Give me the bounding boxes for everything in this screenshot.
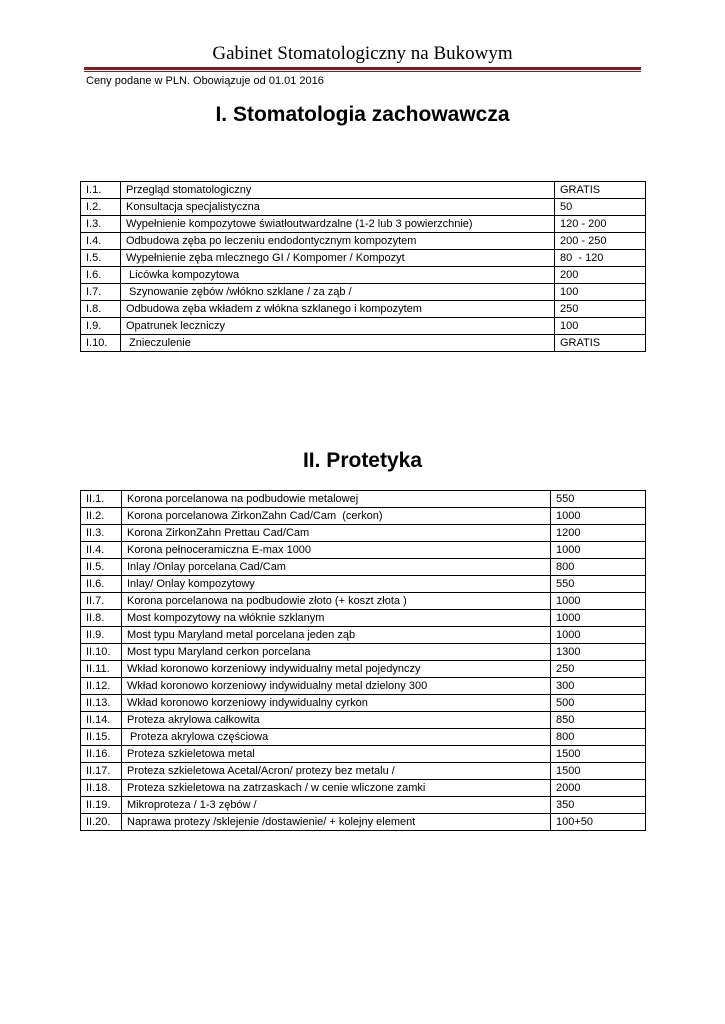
service-name: Szynowanie zębów /włókno szklane / za ząb / bbox=[121, 284, 555, 301]
service-code: II.16. bbox=[81, 746, 122, 763]
document-title: Gabinet Stomatologiczny na Bukowym bbox=[212, 43, 513, 64]
table-row bbox=[81, 508, 646, 525]
service-name: Most typu Maryland metal porcelana jeden ząb bbox=[122, 627, 551, 644]
table-row bbox=[81, 216, 646, 233]
table-row bbox=[81, 763, 646, 780]
service-code: I.7. bbox=[81, 284, 121, 301]
service-price: 100 bbox=[555, 318, 646, 335]
service-price: 500 bbox=[551, 695, 646, 712]
service-price: 1300 bbox=[551, 644, 646, 661]
service-name: Wkład koronowo korzeniowy indywidualny metal pojedynczy bbox=[122, 661, 551, 678]
service-name: Opatrunek leczniczy bbox=[121, 318, 555, 335]
service-code: II.14. bbox=[81, 712, 122, 729]
table-row bbox=[81, 233, 646, 250]
service-code: II.5. bbox=[81, 559, 122, 576]
table-row bbox=[81, 678, 646, 695]
service-price: GRATIS bbox=[555, 182, 646, 199]
service-name: Licówka kompozytowa bbox=[121, 267, 555, 284]
service-price: 200 - 250 bbox=[555, 233, 646, 250]
service-price: 550 bbox=[551, 491, 646, 508]
table-row bbox=[81, 593, 646, 610]
service-price: 250 bbox=[551, 661, 646, 678]
service-code: II.13. bbox=[81, 695, 122, 712]
service-price: 100 bbox=[555, 284, 646, 301]
table-row bbox=[81, 525, 646, 542]
service-name: Znieczulenie bbox=[121, 335, 555, 352]
service-code: I.1. bbox=[81, 182, 121, 199]
service-code: II.15. bbox=[81, 729, 122, 746]
service-name: Wkład koronowo korzeniowy indywidualny metal dzielony 300 bbox=[122, 678, 551, 695]
service-price: 2000 bbox=[551, 780, 646, 797]
service-price: 100+50 bbox=[551, 814, 646, 831]
service-name: Inlay/ Onlay kompozytowy bbox=[122, 576, 551, 593]
table-row bbox=[81, 695, 646, 712]
service-price: 120 - 200 bbox=[555, 216, 646, 233]
service-price: 1000 bbox=[551, 593, 646, 610]
service-code: II.1. bbox=[81, 491, 122, 508]
service-name: Proteza szkieletowa metal bbox=[122, 746, 551, 763]
service-price: 550 bbox=[551, 576, 646, 593]
table-row bbox=[81, 199, 646, 216]
service-name: Wypełnienie zęba mlecznego GI / Kompomer / Kompozyt bbox=[121, 250, 555, 267]
table-row bbox=[81, 661, 646, 678]
table-row bbox=[81, 797, 646, 814]
service-name: Korona porcelanowa na podbudowie złoto (+ koszt złota ) bbox=[122, 593, 551, 610]
service-code: II.18. bbox=[81, 780, 122, 797]
service-name: Wkład koronowo korzeniowy indywidualny cyrkon bbox=[122, 695, 551, 712]
section-title-zachowawcza: I. Stomatologia zachowawcza bbox=[215, 103, 510, 126]
table-row bbox=[81, 746, 646, 763]
service-code: II.19. bbox=[81, 797, 122, 814]
price-table-protetyka bbox=[80, 490, 646, 831]
service-name: Korona porcelanowa na podbudowie metalowej bbox=[122, 491, 551, 508]
service-price: 1000 bbox=[551, 610, 646, 627]
service-name: Przegląd stomatologiczny bbox=[121, 182, 555, 199]
service-code: II.2. bbox=[81, 508, 122, 525]
price-table-zachowawcza bbox=[80, 181, 646, 352]
service-name: Wypełnienie kompozytowe światłoutwardzalne (1-2 lub 3 powierzchnie) bbox=[121, 216, 555, 233]
service-code: I.6. bbox=[81, 267, 121, 284]
service-code: I.8. bbox=[81, 301, 121, 318]
header-rule-thin bbox=[84, 71, 641, 72]
service-code: I.9. bbox=[81, 318, 121, 335]
service-price: 300 bbox=[551, 678, 646, 695]
service-name: Korona ZirkonZahn Prettau Cad/Cam bbox=[122, 525, 551, 542]
table-row bbox=[81, 627, 646, 644]
service-price: 800 bbox=[551, 559, 646, 576]
service-price: 1000 bbox=[551, 508, 646, 525]
service-name: Proteza szkieletowa na zatrzaskach / w cenie wliczone zamki bbox=[122, 780, 551, 797]
table-row bbox=[81, 644, 646, 661]
table-row bbox=[81, 610, 646, 627]
service-name: Korona porcelanowa ZirkonZahn Cad/Cam (cerkon) bbox=[122, 508, 551, 525]
service-name: Korona pełnoceramiczna E-max 1000 bbox=[122, 542, 551, 559]
table-row bbox=[81, 780, 646, 797]
service-code: II.7. bbox=[81, 593, 122, 610]
service-price: 1200 bbox=[551, 525, 646, 542]
section-title-protetyka: II. Protetyka bbox=[302, 449, 423, 472]
service-name: Proteza szkieletowa Acetal/Acron/ protezy bez metalu / bbox=[122, 763, 551, 780]
service-name: Inlay /Onlay porcelana Cad/Cam bbox=[122, 559, 551, 576]
table-row bbox=[81, 284, 646, 301]
table-row bbox=[81, 491, 646, 508]
table-row bbox=[81, 318, 646, 335]
table-row bbox=[81, 267, 646, 284]
service-code: II.17. bbox=[81, 763, 122, 780]
service-code: I.4. bbox=[81, 233, 121, 250]
table-row bbox=[81, 559, 646, 576]
service-code: II.6. bbox=[81, 576, 122, 593]
service-price: 1000 bbox=[551, 627, 646, 644]
service-price: 50 bbox=[555, 199, 646, 216]
service-code: I.3. bbox=[81, 216, 121, 233]
service-price: 800 bbox=[551, 729, 646, 746]
service-name: Konsultacja specjalistyczna bbox=[121, 199, 555, 216]
service-name: Odbudowa zęba po leczeniu endodontycznym kompozytem bbox=[121, 233, 555, 250]
service-price: 1500 bbox=[551, 763, 646, 780]
table-row bbox=[81, 250, 646, 267]
table-row bbox=[81, 712, 646, 729]
table-row bbox=[81, 182, 646, 199]
service-price: 1500 bbox=[551, 746, 646, 763]
table-row bbox=[81, 301, 646, 318]
service-price: 350 bbox=[551, 797, 646, 814]
service-code: I.2. bbox=[81, 199, 121, 216]
service-code: II.3. bbox=[81, 525, 122, 542]
service-code: II.9. bbox=[81, 627, 122, 644]
service-name: Naprawa protezy /sklejenie /dostawienie/ + kolejny element bbox=[122, 814, 551, 831]
table-row bbox=[81, 814, 646, 831]
service-name: Proteza akrylowa częściowa bbox=[122, 729, 551, 746]
table-row bbox=[81, 542, 646, 559]
service-price: 80 - 120 bbox=[555, 250, 646, 267]
service-price: 1000 bbox=[551, 542, 646, 559]
service-price: 850 bbox=[551, 712, 646, 729]
service-code: II.11. bbox=[81, 661, 122, 678]
service-name: Proteza akrylowa całkowita bbox=[122, 712, 551, 729]
service-name: Most typu Maryland cerkon porcelana bbox=[122, 644, 551, 661]
service-code: II.12. bbox=[81, 678, 122, 695]
service-name: Odbudowa zęba wkładem z włókna szklanego i kompozytem bbox=[121, 301, 555, 318]
table-row bbox=[81, 335, 646, 352]
price-note: Ceny podane w PLN. Obowiązuje od 01.01 2016 bbox=[86, 75, 324, 87]
service-price: 200 bbox=[555, 267, 646, 284]
service-code: I.10. bbox=[81, 335, 121, 352]
service-price: 250 bbox=[555, 301, 646, 318]
service-code: II.8. bbox=[81, 610, 122, 627]
service-code: II.20. bbox=[81, 814, 122, 831]
service-code: II.4. bbox=[81, 542, 122, 559]
table-row bbox=[81, 729, 646, 746]
service-name: Most kompozytowy na włóknie szklanym bbox=[122, 610, 551, 627]
service-price: GRATIS bbox=[555, 335, 646, 352]
service-code: I.5. bbox=[81, 250, 121, 267]
table-row bbox=[81, 576, 646, 593]
service-code: II.10. bbox=[81, 644, 122, 661]
service-name: Mikroproteza / 1-3 zębów / bbox=[122, 797, 551, 814]
header-rule-thick bbox=[84, 67, 641, 70]
